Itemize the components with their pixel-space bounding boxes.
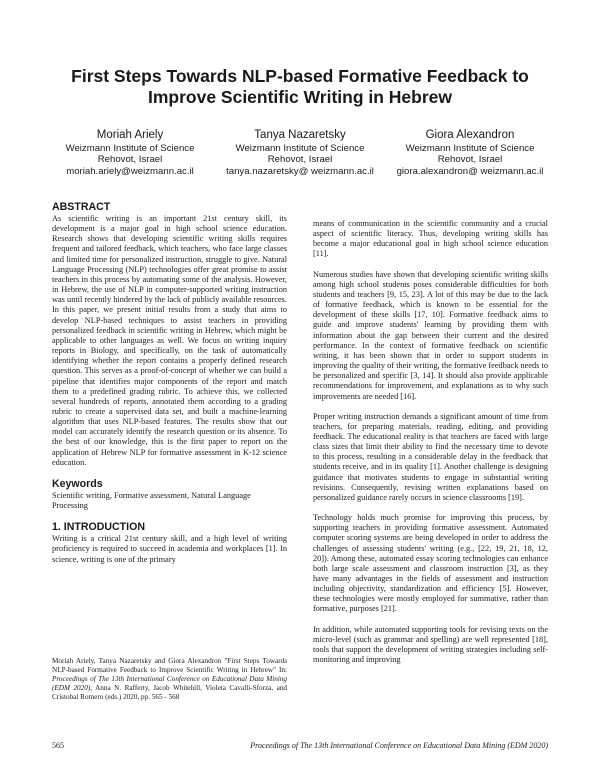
author-email: moriah.ariely@weizmann.ac.il	[66, 165, 194, 177]
author-name: Tanya Nazaretsky	[254, 129, 346, 141]
introduction-heading: 1. INTRODUCTION	[52, 521, 145, 534]
right-column	[313, 219, 548, 665]
author-location: Rehovot, Israel	[437, 154, 503, 166]
author-email: giora.alexandron@ weizmann.ac.il	[396, 165, 544, 177]
abstract-text: As scientific writing is an important 21st century skill, its development is a major goal in high school science education. Research shows that developing scientific writing skills requires frequent and tailored feedback, which teachers, who face large classes and limited time for personalized instruction, struggle to give. Natural Language Processing (NLP) technologies offer great promise to assist teachers in this process by automating some of the analysis. However, in Hebrew, the use of NLP in computer-supported writing instruction was until recently hindered by the lack of publicly available resources. In this paper, we present initial results from a study that aims to develop NLP-based techniques to assist teachers in providing personalized feedback in scientific writing in Hebrew, which might be applicable to other languages as well. We focus on writing inquiry reports in Biology, and specifically, on the task of automatically identifying whether the report contains a properly defined research question. This serves as a proof-of-concept of whether we can build a pipeline that identifies major components of the report and match them to a predefined grading rubric. To achieve this, we collected several hundreds of reports, annotated them according to a grading rubric to create a supervised data set, and built a machine-learning algorithm that uses NLP-based features. The results show that our model can accurately identify the research question or its absence. To the best of our knowledge, this is the first paper to report on the application of Hebrew NLP for formative assessment in K-12 science education.	[52, 214, 287, 467]
footnote-citation: Moriah Ariely, Tanya Nazaretsky and Giora Alexandron "First Steps Towards NLP-based Formative Feedback to Improve Scientific Writing in Hebrew" In:	[52, 657, 287, 674]
citation-footnote	[52, 657, 287, 702]
author-name: Giora Alexandron	[425, 129, 515, 141]
page-footer	[52, 741, 548, 750]
left-column	[52, 201, 287, 565]
author-affiliation: Weizmann Institute of Science	[405, 143, 535, 154]
footer-proceedings: Proceedings of The 13th International Conference on Educational Data Mining (EDM 2020)	[250, 741, 548, 750]
author-location: Rehovot, Israel	[97, 154, 163, 166]
author-affiliation: Weizmann Institute of Science	[235, 143, 365, 154]
footnote-proceedings: Proceedings of The 13th International Conference on Educational Data Mining (EDM 2020)	[52, 674, 287, 692]
author-email: tanya.nazaretsky@ weizmann.ac.il	[226, 165, 374, 177]
author-location: Rehovot, Israel	[267, 154, 333, 166]
body-paragraph: means of communication in the scientific community and a crucial aspect of scientific literacy. Thus, developing writing skills has become a major educational goal in high school science education [11].	[313, 219, 548, 259]
body-paragraph: Proper writing instruction demands a significant amount of time from teachers, for preparing materials, reading, editing, and providing feedback. The educational reality is that teachers are faced with large class sizes that limit their ability to find the necessary time to devote to this process, resulting in a considerable delay in the feedback that students receive, and in its quality [1]. Another challenge is designing guidance that motivates students to engage in substantial writing revisions. Consequently, revising written explanations based on personalized guidance rarely occurs in science classrooms [19].	[313, 411, 548, 502]
author-3	[395, 128, 545, 177]
body-paragraph: Numerous studies have shown that developing scientific writing skills among high school students poses considerable difficulties for both students and teachers [9, 15, 23]. A lot of this may be due to the lack of formative feedback, which is known to be essential for the development of these skills [17, 10]. Formative feedback aims to guide and improve students' learning by providing them with information about the gap between their current and the desired performance. In the context of formative feedback on scientific writing, it has been shown that in order to support students in improving the quality of their writing, the formative feedback needs to be personalized and specific [3, 14]. It should also provide applicable recommendations for improvement, and explanations as to why such improvements are needed [16].	[313, 269, 548, 401]
page-number: 565	[52, 741, 64, 750]
author-block	[55, 128, 545, 177]
introduction-paragraph: Writing is a critical 21st century skill, and a high level of writing proficiency is required to succeed in academia and workplaces [1]. In science, writing is one of the primary	[52, 534, 287, 564]
footnote-editors: , Anna N. Rafferty, Jacob Whitehill, Violeta Cavalli-Sforza, and Cristobal Romero (eds.) 2020, pp. 565 - 568	[52, 683, 287, 701]
author-name: Moriah Ariely	[96, 129, 164, 141]
keywords-text: Scientific writing, Formative assessment, Natural Language Processing	[52, 490, 251, 511]
body-paragraph: Technology holds much promise for improving this process, by supporting teachers in providing formative assessment. Automated computer scoring systems are being developed in order to address the challenges of assessing students' writing (e.g., [22, 19, 21, 18, 12, 20]). Among these, automated essay scoring technologies can enhance both large scale assessment and classroom instruction [3], as they have many advantages in the fields of assessment and instruction including objectivity, standardization and efficiency [5]. However, these technologies were mostly employed for summative, rather than formative, purposes [21].	[313, 513, 548, 614]
keywords-heading: Keywords	[52, 477, 103, 490]
abstract-heading: ABSTRACT	[52, 201, 111, 213]
body-paragraph: In addition, while automated supporting tools for revising texts on the micro-level (such as grammar and spelling) are well represented [18], tools that support the development of writing strategies including self-monitoring and improving	[313, 624, 548, 665]
paper-title: First Steps Towards NLP-based Formative Feedback to Improve Scientific Writing in Hebrew	[71, 66, 529, 107]
author-1	[55, 128, 205, 177]
author-affiliation: Weizmann Institute of Science	[65, 143, 195, 154]
author-2	[225, 128, 375, 177]
